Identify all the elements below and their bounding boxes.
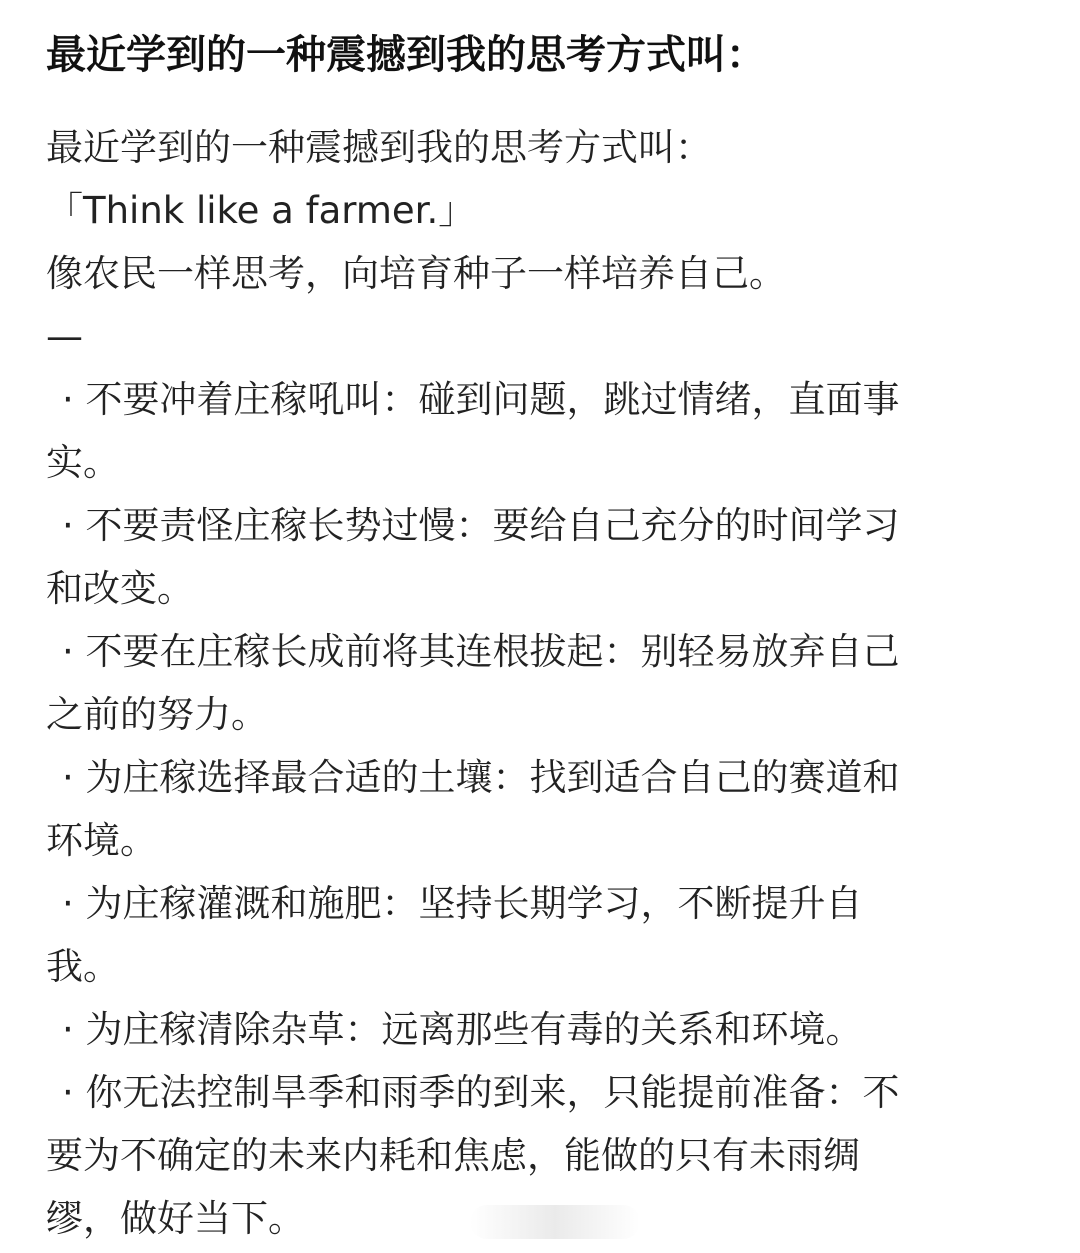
list-item (46, 998, 1040, 1061)
list-item-line: 和改变。 (46, 567, 194, 610)
list-item-line: 实。 (46, 441, 120, 484)
list-item-line: 缪，做好当下。 (46, 1197, 305, 1240)
list-item-line: · 不要冲着庄稼吼叫：碰到问题，跳过情绪，直面事 (62, 378, 900, 421)
list-item-line: · 为庄稼灌溉和施肥：坚持长期学习，不断提升自 (62, 882, 863, 925)
list-item-line: · 为庄稼清除杂草：远离那些有毒的关系和环境。 (62, 1008, 863, 1051)
list-item-line: · 为庄稼选择最合适的土壤：找到适合自己的赛道和 (62, 756, 900, 799)
watermark (470, 1205, 640, 1239)
list-item-line: 环境。 (46, 819, 157, 862)
list-item-line: 我。 (46, 945, 120, 988)
post-title: 最近学到的一种震撼到我的思考方式叫： (46, 32, 766, 78)
list-item-line: 要为不确定的未来内耗和焦虑，能做的只有未雨绸 (46, 1134, 860, 1177)
list-item (46, 746, 1040, 872)
list-item-line: · 不要责怪庄稼长势过慢：要给自己充分的时间学习 (62, 504, 900, 547)
list-item (46, 872, 1040, 998)
list-item-line: 之前的努力。 (46, 693, 268, 736)
list-item-line: · 不要在庄稼长成前将其连根拔起：别轻易放弃自己 (62, 630, 900, 673)
list-item (46, 368, 1040, 494)
post-body (46, 116, 1040, 1250)
intro-line: 像农民一样思考，向培育种子一样培养自己。 (46, 252, 786, 295)
intro-quote: 「Think like a farmer.」 (46, 189, 476, 232)
list-item (46, 620, 1040, 746)
list-item (46, 494, 1040, 620)
divider-dash: — (46, 315, 83, 358)
intro-line: 最近学到的一种震撼到我的思考方式叫： (46, 126, 712, 169)
list-item-line: · 你无法控制旱季和雨季的到来，只能提前准备：不 (62, 1071, 900, 1114)
